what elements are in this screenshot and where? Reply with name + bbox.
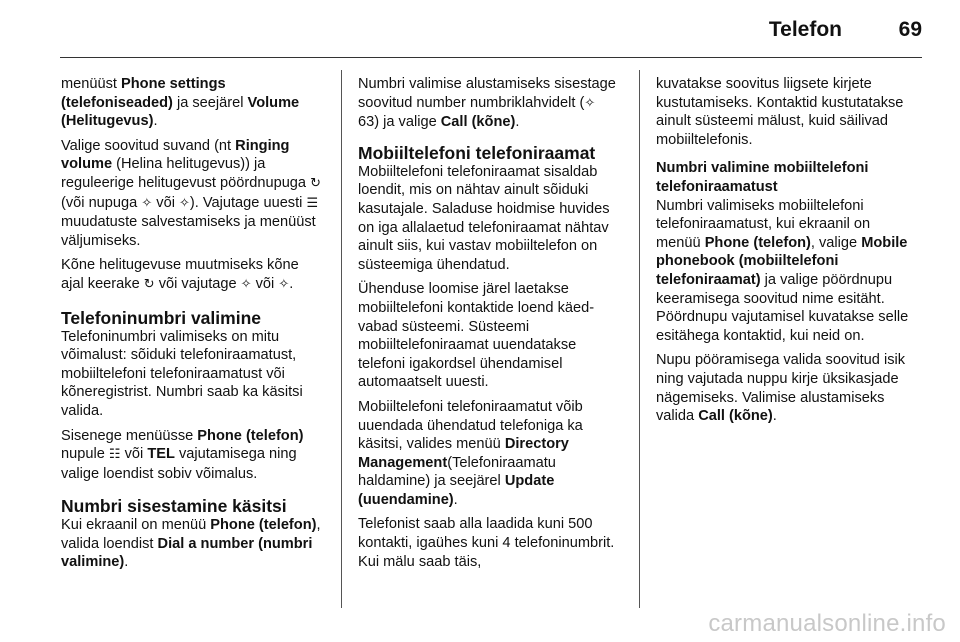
- control-symbol-icon: ✧: [240, 276, 252, 292]
- text-run: Nupu pööramisega valida soovitud isik ning vajutada nuppu kirje üksikasjade nägemiseks. Valimise alustamiseks valida: [656, 352, 906, 425]
- text-run: 63) ja valige: [358, 114, 441, 131]
- text-run: ja seejärel: [172, 94, 248, 111]
- column-left: [61, 75, 323, 578]
- section-heading: Numbri sisestamine käsitsi: [61, 496, 287, 517]
- text-run: vajutamisega ning valige loendist sobiv võimalus.: [61, 446, 297, 482]
- text-run: Mobiiltelefoni telefoniraamatut võib uuendada ühendatud telefoniga ka käsitsi, valides menüü: [358, 398, 583, 453]
- text-run: Mobiiltelefoni telefoniraamat sisaldab loendit, mis on nähtav ainult sõiduki kasutajale. Saladuse hoidmise huvides on iga allalaetud telefoniraamat nähtav ainult siis, kui vastav mobiiltelefon on süsteemiga ühendatud.: [358, 163, 610, 273]
- text-run: Telefoninumbri valimiseks on mitu võimalust: sõiduki telefoniraamatust, mobiiltelefoni telefoniraamatust või kõneregistrist. Numbri saab ka käsitsi valida.: [61, 328, 303, 419]
- bold-term: Phone (telefon): [197, 427, 304, 444]
- bold-term: Phone (telefon): [210, 517, 317, 534]
- text-run: Numbri valimise alustamiseks sisestage soovitud number numbriklahvidelt (: [358, 76, 616, 111]
- text-run: või vajutage: [154, 275, 241, 292]
- column-divider: [639, 70, 640, 608]
- bold-term: TEL: [147, 446, 175, 463]
- page-title: Telefon: [768, 18, 842, 41]
- text-run: muudatuste salvestamiseks ja menüüst väljumiseks.: [61, 214, 316, 249]
- text-run: Valige soovitud suvand (nt: [61, 137, 236, 154]
- paragraph: [358, 163, 620, 275]
- paragraph: [61, 516, 323, 572]
- paragraph: [61, 75, 323, 131]
- text-run: või: [120, 446, 148, 463]
- text-run: (Telefoniraamatu haldamine) ja seejärel: [358, 454, 556, 490]
- text-run: Telefonist saab alla laadida kuni 500 kontakti, igaühes kuni 4 telefoninumbrit. Kui mälu saab täis,: [358, 516, 615, 570]
- bold-term: Dial a number (numbri valimine): [61, 535, 313, 571]
- text-run: , valida loendist: [61, 517, 321, 552]
- page-header: [0, 0, 960, 56]
- bold-term: Mobile phonebook (mobiiltelefoni telefoniraamat): [656, 234, 908, 288]
- text-run: Kui ekraanil on menüü: [61, 517, 211, 534]
- text-run: Sisenege menüüsse: [61, 427, 198, 444]
- bold-term: Phone settings (telefoniseaded): [61, 76, 226, 111]
- text-run: kuvatakse soovitus liigsete kirjete kustutamiseks. Kontaktid kustutatakse ainult süsteemi mälust, kuid säilivad mobiiltelefonis.: [656, 76, 904, 148]
- paragraph: [358, 515, 620, 571]
- text-run: (Helina helitugevus)) ja reguleerige helitugevust pöördnupuga: [61, 156, 311, 191]
- text-run: .: [515, 114, 520, 131]
- bold-term: Directory Management: [358, 436, 569, 471]
- text-run: või: [152, 194, 179, 211]
- column-divider: [341, 70, 342, 608]
- control-symbol-icon: ☰: [306, 195, 319, 211]
- paragraph: [656, 351, 918, 425]
- control-symbol-icon: ↻: [310, 175, 321, 191]
- text-run: (või nupuga: [61, 194, 142, 211]
- text-run: Numbri valimiseks mobiiltelefoni telefoniraamatust, kui ekraanil on menüü: [656, 197, 871, 251]
- paragraph: [656, 197, 918, 346]
- text-run: Ühenduse loomise järel laetakse mobiiltelefoni kontaktide loend käed-vabad süsteemi. Süsteemi mobiiltelefoniraamat uuendatakse telefoni igakordsel ühendamisel automaatselt uuesti.: [358, 281, 595, 391]
- paragraph: [61, 427, 323, 484]
- section-heading: Telefoninumbri valimine: [61, 307, 261, 328]
- text-run: .: [772, 408, 777, 425]
- text-run: .: [289, 275, 294, 292]
- text-run: , valige: [810, 234, 862, 251]
- paragraph: [61, 137, 323, 251]
- paragraph: [656, 75, 918, 149]
- watermark: carmanualsonline.info: [708, 610, 946, 637]
- text-run: või: [251, 275, 279, 292]
- text-run: Kõne helitugevuse muutmiseks kõne ajal keerake: [61, 257, 299, 292]
- control-symbol-icon: ✧: [584, 95, 596, 111]
- section-heading: Mobiiltelefoni telefoniraamat: [358, 142, 596, 163]
- bold-term: Phone (telefon): [704, 234, 811, 251]
- bold-term: Ringing volume: [61, 137, 290, 173]
- text-run: .: [124, 554, 129, 571]
- column-middle: [358, 75, 620, 577]
- control-symbol-icon: ☷: [108, 447, 121, 463]
- control-symbol-icon: ✧: [141, 195, 153, 211]
- page-number: 69: [898, 18, 922, 41]
- control-symbol-icon: ✧: [278, 276, 290, 292]
- paragraph: [61, 256, 323, 294]
- text-run: ja valige pöördnupu keeramisega soovitud nime esitäht. Pöördnupu vajutamisel kuvatakse selle esitähega kontaktid, kui neid on.: [656, 271, 909, 344]
- control-symbol-icon: ↻: [143, 276, 155, 292]
- text-run: menüüst: [61, 76, 122, 92]
- bold-term: Call (kõne): [698, 408, 773, 425]
- bold-term: Update (uuendamine): [358, 473, 555, 508]
- bold-term: Volume (Helitugevus): [61, 94, 300, 130]
- paragraph: [358, 75, 620, 132]
- subsection-heading: Numbri valimine mobiiltelefoni telefoniraamatust: [656, 160, 869, 195]
- paragraph: [358, 398, 620, 510]
- bold-term: Call (kõne): [440, 114, 516, 131]
- column-right: [656, 75, 918, 432]
- text-run: .: [153, 113, 158, 130]
- header-rule: [60, 57, 922, 58]
- paragraph: [61, 328, 323, 421]
- control-symbol-icon: ✧: [179, 195, 190, 211]
- paragraph: [358, 280, 620, 392]
- text-run: .: [453, 491, 458, 508]
- text-run: ). Vajutage uuesti: [189, 194, 307, 211]
- text-run: nupule: [61, 446, 109, 463]
